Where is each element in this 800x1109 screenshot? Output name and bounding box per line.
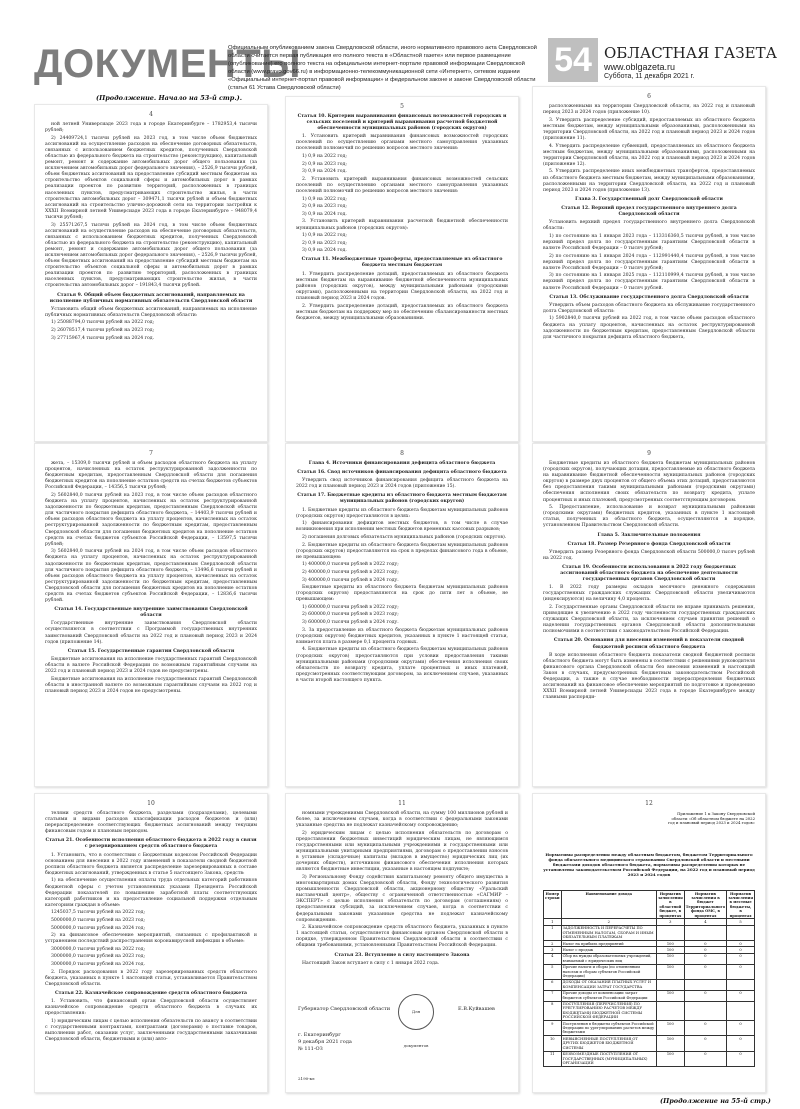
- article-heading: Статья 23. Вступление в силу настоящего Закона: [334, 952, 470, 958]
- paragraph: 3) 0,9 на 2024 год.: [302, 169, 347, 175]
- paragraph: 2) 0,9 на 2023 год;: [302, 204, 347, 210]
- table-cell: 100: [656, 947, 684, 953]
- newspaper-name: ОБЛАСТНАЯ ГАЗЕТА: [604, 44, 777, 62]
- table-cell: 0: [727, 1036, 755, 1051]
- table-cell: НЕВЫЯСНЕННЫЕ ПОСТУПЛЕНИЯ ОТ ДРУГИХ БЮДЖЕТОВ БЮДЖЕТНОЙ СИСТЕМЫ: [561, 1036, 656, 1051]
- paragraph: 2) 24409724,1 тысячи рублей на 2023 год, в том числе объем бюджетных ассигнований на осуществление расходов на обеспечение договорных обязательств, связанных с использованием бюджетных кредитов, полученных Свердловской областью из федерального бюджета на строительство (реконструкцию), капитальный ремонт, ремонт и содержание автомобильных дорог общего пользования (за исключением автомобильных дорог федерального значения), – 2526,9 тысячи рублей, объем бюджетных ассигнований на предоставление субсидий местным бюджетам на строительство объектов социальной сферы и автомобильных дорог в рамках реализации проектов по развитию территорий, расположенных в границах населенных пунктов, предусматривающих строительство жилья, в части строительства автомобильных дорог – 309471,1 тысячи рублей и объем бюджетных ассигнований на строительство улично-дорожной сети на территории застройки к XXXII Всемирной летней Универсиаде 2023 года в городе Екатеринбурге – 948079,4 тысячи рублей;: [45, 135, 257, 220]
- table-cell: 3: [544, 947, 562, 953]
- table-cell: [684, 1001, 726, 1021]
- table-cell: 9: [544, 1021, 562, 1036]
- paragraph: 2) по состоянию на 1 января 2024 года – 112991440,4 тысячи рублей, в том числе верхний предел долга по государственным гарантиям Свердловской области в валюте Российской Федерации – 0 тысяч рублей;: [543, 253, 755, 271]
- paragraph: 3) Региональному Фонду содействия капитальному ремонту общего имущества в многоквартирных домах Свердловской области, Фонду технологического развития промышленности Свердловской области, акционерному обществу «Уральский выставочный центр», обществу с ограниченной ответственностью «САГМИР – ЭКСПЕРТ» с целью исполнения обязательств по договорам (соглашениям) о предоставлении субсидий, за исключением случаев, когда в соответствии с федеральными законами указанные средства не подлежат казначейскому сопровождению.: [296, 874, 508, 923]
- table-row: [544, 925, 755, 940]
- page-body: [533, 461, 765, 701]
- table-cell: 11: [544, 1051, 562, 1066]
- paragraph: 1. Установить, что финансовый орган Свердловской области осуществляет казначейское сопровождение средств областного бюджета в случаях их предоставления:: [45, 999, 257, 1017]
- article-heading: Статья 12. Верхний предел государственного внутреннего долга Свердловской области: [561, 205, 737, 217]
- governor-title: Губернатор Свердловской области: [298, 1006, 391, 1012]
- paragraph: 2) юридическим лицам с целью исполнения обязательств по договорам о предоставлении бюджетных инвестиций юридическим лицам, не являющимся государственными или муниципальными учреждениями и государственными или муниципальными унитарными предприятиями, договорам о предоставлении взносов в уставные (складочные) капиталы (вкладов в имущество) юридических лиц (их дочерних обществ), источником финансового обеспечения исполнения которых являются бюджетные инвестиции, указанные в настоящем подпункте;: [296, 830, 508, 873]
- paragraph: 3) 0,9 на 2024 год.: [302, 211, 347, 217]
- article-heading: Статья 18. Размер Резервного фонда Свердловской области: [567, 541, 731, 547]
- table-cell: [727, 1001, 755, 1021]
- paragraph: 3. Утвердить распределение субсидий, предоставляемых из областного бюджета местным бюджетам, между муниципальными образованиями, расположенными на территории Свердловской области, на 2022 год и плановый период 2023 и 2024 годов (приложение 11).: [543, 117, 755, 141]
- table-cell: [727, 925, 755, 940]
- article-heading: Статья 14. Государственные внутренние заимствования Свердловской области: [54, 607, 248, 619]
- page-panel-7: [34, 443, 268, 787]
- seal-stamp: Для документов: [398, 994, 434, 1030]
- table-cell: [684, 979, 726, 990]
- article-heading: Статья 20. Основания для внесения изменений в показатели сводной бюджетной росписи областного бюджета: [553, 638, 745, 650]
- table-cell: 100: [656, 964, 684, 979]
- appendix-title: Нормативы распределения между областным бюджетом, бюджетом Территориального фонда обязательного медицинского страхования Свердловской области и местными бюджетами доходов областного бюджета, нормативы распределения которых не установлены законодательством Российской Федерации, на 2022 год и плановый период 2023 и 2024 годов: [543, 852, 755, 877]
- table-cell: 100: [656, 1051, 684, 1066]
- article-heading: Глава 3. Государственный долг Свердловской области: [575, 196, 723, 202]
- paragraph: Бюджетные ассигнования на исполнение государственных гарантий Свердловской области в валюте Российской Федерации по возможным гарантийным случаям на 2022 год и плановый период 2023 и 2024 годов не предусмотрены.: [45, 656, 257, 674]
- page-panel-12: [532, 793, 766, 1093]
- paragraph: 3000000,0 тысячи рублей на 2024 год.: [51, 962, 145, 968]
- article-heading: Статья 11. Межбюджетные трансферты, предоставляемые из областного бюджета местным бюджетам: [301, 257, 503, 269]
- paragraph: Бюджетные кредиты из областного бюджета бюджетам муниципальных районов (городских округов), получающих дотации, предоставляемые из областного бюджета на выравнивание бюджетной обеспеченности муниципальных районов (городских округов) в размере двух процентов от общего объема этих дотаций, предоставляются без предоставления такими муниципальными районами (городскими округами) обеспечения исполнения своих обязательств по возврату кредита, уплате процентных и иных платежей, предусмотренных соответствующим договором.: [543, 461, 755, 503]
- paragraph: 2) 26078517,4 тысячи рублей на 2023 год;: [51, 328, 155, 333]
- table-cell: Прочие налоги и сборы (по отмененным налогам и сборам субъектов Российской Федерации): [561, 964, 656, 979]
- article-heading: Статья 21. Особенности исполнения областного бюджета в 2022 году в связи с резервированием средств областного бюджета: [45, 838, 257, 850]
- table-cell: 5: [544, 964, 562, 979]
- paragraph: 2) на финансовое обеспечение мероприятий, связанных с профилактикой и устранением последствий распространения коронавирусной инфекции в объеме:: [45, 933, 257, 945]
- paragraph: 3) по состоянию на 1 января 2025 года – 112110999,4 тысячи рублей, в том числе верхний предел долга по государственным гарантиям Свердловской области в валюте Российской Федерации – 0 тысяч рублей.: [543, 273, 755, 291]
- page-panel-6: [532, 86, 766, 442]
- governor-name: Е.В.Куйвашев: [458, 1006, 495, 1012]
- table-cell: [656, 979, 684, 990]
- table-cell: 0: [684, 947, 726, 953]
- paragraph: Установить общий объем бюджетных ассигнований, направляемых на исполнение публичных нормативных обязательств Свердловской области:: [45, 306, 257, 318]
- table-row: [544, 1021, 755, 1036]
- table-cell: ЗАДОЛЖЕННОСТЬ И ПЕРЕРАСЧЕТЫ ПО ОТМЕНЕННЫМ НАЛОГАМ, СБОРАМ И ИНЫМ ОБЯЗАТЕЛЬНЫМ ПЛАТЕЖАМ: [561, 925, 656, 940]
- publication-note: Официальным опубликованием закона Свердловской области, иного нормативного правового акта Свердловской области считается первая публикация его полного текста в «Областной газете» или первое размещение (опубликование) его полного текста на официальном интернет-портале правовой информации Свердловской области (www.pravo.gov66.ru) в информационно-телекоммуникационной сети «Интернет», сетевом издании «Официальный интернет-портал правовой информации» и федеральном законе и законе Свердловской области (статья 61 Устава Свердловской области): [228, 45, 537, 91]
- paragraph: 2. Порядок расходования в 2022 году зарезервированных средств областного бюджета, указанных в пункте 1 настоящей статьи, устанавливается Правительством Свердловской области.: [45, 969, 257, 987]
- section-title: ДОКУМЕНТЫ: [34, 42, 301, 86]
- page-number: 10: [147, 800, 155, 807]
- paragraph: Бюджетные ассигнования на исполнение государственных гарантий Свердловской области в иностранной валюте по возможным гарантийным случаям на 2022 год и плановый период 2023 и 2024 годов не предусмотрены.: [45, 676, 257, 694]
- article-heading: Статья 9. Общий объем бюджетных ассигнований, направляемых на исполнение публичных нормативных обязательств Свердловской области: [49, 292, 253, 304]
- article-heading: Статья 22. Казначейское сопровождение средств областного бюджета: [54, 990, 248, 996]
- paragraph: Настоящий Закон вступает в силу с 1 января 2022 года.: [302, 960, 440, 966]
- paragraph: 5000000,0 тысячи рублей на 2024 год;: [51, 925, 146, 931]
- law-number: № 111-ОЗ: [298, 1046, 323, 1052]
- masthead: [0, 0, 800, 90]
- page-panel-10: [34, 793, 268, 1093]
- page-number: 4: [149, 111, 153, 118]
- paragraph: 1) 25088794,0 тысячи рублей на 2022 год;: [51, 320, 155, 326]
- paragraph: 1. В 2022 году размеры окладов месячного денежного содержания государственных гражданских служащих Свердловской области увеличиваются (индексируются) на величину 4,0 процента.: [543, 585, 755, 603]
- table-cell: 7: [544, 990, 562, 1001]
- page-body: [533, 104, 765, 341]
- table-cell: 100: [656, 941, 684, 947]
- paragraph: 1. Установить критерий выравнивания финансовых возможностей городских поселений по осуществлению органами местного самоуправления указанных поселений полномочий по решению вопросов местного значения:: [296, 134, 508, 152]
- page-panel-9: [532, 443, 766, 787]
- paragraph: 2) 0,9 на 2023 год;: [302, 161, 347, 167]
- table-row: [544, 1051, 755, 1066]
- table-cell: Прочие доходы от компенсации затрат бюджетов субъектов Российской Федерации: [561, 990, 656, 1001]
- table-cell: 100: [656, 990, 684, 1001]
- paragraph: 1. Бюджетные кредиты из областного бюджета бюджетам муниципальных районов (городских округов) предоставляются в целях:: [296, 507, 508, 519]
- table-cell: 0: [727, 941, 755, 947]
- table-cell: 0: [684, 1021, 726, 1036]
- table-header-row: [544, 891, 755, 919]
- page-body: [35, 122, 267, 342]
- continued-from-note: (Продолжение. Начало на 53-й стр.).: [96, 94, 242, 102]
- page-body: [35, 461, 267, 695]
- paragraph: 3) 400000,0 тысячи рублей в 2024 году.: [302, 577, 399, 583]
- table-cell: 0: [684, 1051, 726, 1066]
- paragraph: 3) 600000,0 тысячи рублей в 2024 году.: [302, 620, 399, 626]
- table-cell: Поступления в бюджеты субъектов Российской Федерации по урегулированию расчетов между бюджетами: [561, 1021, 656, 1036]
- col-number: 5: [727, 919, 755, 925]
- table-cell: 0: [684, 964, 726, 979]
- paragraph: 1) на обеспечение осуществления оплаты труда отдельных категорий работников бюджетной сферы с учетом установленных указами Президента Российской Федерации показателей по повышению заработной платы соответствующих категорий работников и на предоставление социальной поддержки отдельным категориям граждан в объеме:: [45, 878, 257, 908]
- paragraph: 5000000,0 тысячи рублей на 2023 год;: [51, 918, 146, 923]
- table-cell: ДОХОДЫ ОТ ОКАЗАНИЯ ПЛАТНЫХ УСЛУГ И КОМПЕНСАЦИИ ЗАТРАТ ГОСУДАРСТВА: [561, 979, 656, 990]
- paragraph: 1) финансирования дефицитов местных бюджетов, в том числе в случае возникновения при исполнении местных бюджетов временных кассовых разрывов;: [296, 521, 508, 533]
- col-header: Норматив зачисления в бюджет Территориального фонда ОМС, в процентах: [685, 891, 726, 918]
- paragraph: 2) 600000,0 тысячи рублей в 2023 году;: [302, 612, 399, 618]
- paragraph: жета, – 15309,0 тысячи рублей и объем расходов областного бюджета на уплату процентов, начисленных на остаток реструктурированной задолженности по бюджетным кредитам, предоставленным Свердловской области для погашения бюджетных кредитов на пополнение остатков средств на счетах бюджетов субъектов Российской Федерации, – 14356,5 тысячи рублей;: [45, 461, 257, 491]
- col-header: Норматив зачисления в областной бюджет, в процентах: [657, 891, 683, 918]
- paragraph: 2. Утвердить распределение дотаций, предоставляемых из областного бюджета местным бюджетам на поддержку мер по обеспечению сбалансированности местных бюджетов, между муниципальными образованиями.: [296, 303, 508, 321]
- table-cell: 0: [727, 990, 755, 1001]
- table-cell: 0: [684, 1036, 726, 1051]
- table-cell: 4: [544, 953, 562, 964]
- paragraph: 1. Установить, что в соответствии с Бюджетным кодексом Российской Федерации основанием для внесения в 2022 году изменений в показатели сводной бюджетной росписи областного бюджета является распределение зарезервированных в составе бюджетных ассигнований, утвержденных в статье 5 настоящего Закона, средств:: [45, 852, 257, 876]
- table-cell: 0: [684, 990, 726, 1001]
- table-row: [544, 953, 755, 964]
- table-cell: 0: [684, 953, 726, 964]
- table-cell: 0: [727, 953, 755, 964]
- article-heading: Статья 19. Особенности использования в 2022 году бюджетных ассигнований областного бюджета на обеспечение деятельности государственных органов Свердловской области: [560, 564, 738, 583]
- table-cell: 0: [684, 941, 726, 947]
- col-number: 1: [544, 919, 562, 925]
- paragraph: 2) 0,9 на 2023 год;: [302, 240, 347, 246]
- paragraph: Государственные внутренние заимствования Свердловской области осуществляются в соответствии с Программой государственных внутренних заимствований Свердловской области на 2022 год и плановый период 2023 и 2024 годов (приложение 14).: [45, 621, 257, 645]
- paragraph: 1) 0,9 на 2022 год;: [302, 233, 347, 239]
- page-number: 5: [400, 103, 404, 110]
- table-body: [544, 925, 755, 1066]
- page-panel-5: [285, 96, 519, 442]
- paragraph: 1245037,5 тысячи рублей на 2022 год;: [51, 910, 146, 916]
- paragraph: 4. Бюджетные кредиты из областного бюджета бюджетам муниципальных районов (городских округов) предоставляются при условии предоставления такими муниципальными районами (городскими округами) обеспечения исполнения своих обязательств по возврату кредита, уплате процентных и иных платежей, предусмотренных соответствующим договором, за исключением случаев, указанных в части второй настоящего пункта.: [296, 647, 508, 683]
- table-cell: 0: [727, 964, 755, 979]
- paragraph: 1) по состоянию на 1 января 2023 года – 113316360,5 тысячи рублей, в том числе верхний предел долга по государственным гарантиям Свердловской области в валюте Российской Федерации – 0 тысяч рублей;: [543, 233, 755, 251]
- paragraph: 3) 0,9 на 2024 год.: [302, 248, 347, 254]
- page-number: 7: [149, 450, 153, 457]
- page-body: [35, 811, 267, 1043]
- paragraph: ной летней Универсиаде 2023 года в городе Екатеринбурге – 1782953,4 тысячи рублей;: [45, 122, 257, 134]
- page-number: 11: [398, 800, 406, 807]
- paragraph: 1) 400000,0 тысячи рублей в 2022 году;: [302, 562, 399, 568]
- table-cell: [656, 1001, 684, 1021]
- paragraph: В ходе исполнения областного бюджета показатели сводной бюджетной росписи областного бюджета могут быть изменены в соответствии с решениями руководителя финансового органа Свердловской области без внесения изменений в настоящий Закон в случаях, предусмотренных бюджетным законодательством Российской Федерации, а также в случае необходимости перераспределения бюджетных ассигнований на финансовое обеспечение мероприятий по подготовке и проведению XXXII Всемирной летней Универсиады 2023 года в городе Екатеринбурге между главными распоряди-: [543, 652, 755, 701]
- col-header: Наименование дохода: [561, 891, 656, 919]
- article-heading: Глава 4. Источники финансирования дефицита областного бюджета: [308, 461, 496, 466]
- table-cell: 2: [544, 941, 562, 947]
- paragraph: 2) 5602840,0 тысячи рублей на 2023 год, в том числе объем расходов областного бюджета на уплату процентов, начисленных на остаток реструктурированной задолженности по бюджетным кредитам, предоставленным Свердловской области для частичного покрытия дефицита областного бюджета, – 14403,9 тысячи рублей и объем расходов областного бюджета на уплату процентов, начисленных на остаток реструктурированной задолженности по бюджетным кредитам, предоставленным Свердловской области для погашения бюджетных кредитов на пополнение остатков средств на счетах бюджетов субъектов Российской Федерации, – 13597,5 тысячи рублей;: [45, 492, 257, 547]
- page-number-badge: 54: [548, 38, 598, 82]
- paragraph: Утвердить размер Резервного фонда Свердловской области 500000,0 тысяч рублей на 2022 год.: [543, 549, 755, 561]
- page-number: 12: [645, 800, 653, 807]
- paragraph: телями средств областного бюджета, разделами (подразделами), целевыми статьями и видами расходов классификации расходов бюджетов и (или) перераспределение соответствующих бюджетных ассигнований между текущим финансовым годом и плановым периодом.: [45, 811, 257, 835]
- article-heading: Статья 10. Критерии выравнивания финансовых возможностей городских и сельских поселений и критерий выравнивания расчетной бюджетной обеспеченности муниципальных районов (городских округов): [297, 114, 507, 132]
- paragraph: 1) юридическим лицам с целью исполнения обязательств по авансу в соответствии с государственными контрактами, контрактами (договорами) о поставке товаров, выполнении работ, оказании услуг, заключенными государственными заказчиками Свердловской области, бюджетными и (или) авто-: [45, 1018, 257, 1043]
- paragraph: 1) 0,9 на 2022 год;: [302, 154, 347, 160]
- page-number: 6: [647, 93, 651, 100]
- paragraph: 2) погашения долговых обязательств муниципальных районов (городских округов).: [302, 534, 507, 540]
- table-cell: БЕЗВОЗМЕЗДНЫЕ ПОСТУПЛЕНИЯ ОТ ГОСУДАРСТВЕННЫХ (МУНИЦИПАЛЬНЫХ) ОРГАНИЗАЦИЙ: [561, 1051, 656, 1066]
- table-cell: Сбор на нужды образовательных учреждений, взимаемый с юридических лиц: [561, 953, 656, 964]
- paragraph: 3. За предоставление из областного бюджета бюджетам муниципальных районов (городских округов) бюджетных кредитов, указанных в пункте 1 настоящей статьи, взимается плата в размере 0,1 процента годовых.: [296, 627, 508, 645]
- table-cell: 6: [544, 979, 562, 990]
- paragraph: 3) 5602840,0 тысячи рублей на 2024 год, в том числе объем расходов областного бюджета на уплату процентов, начисленных на остаток реструктурированной задолженности по бюджетным кредитам, предоставленным Свердловской области для частичного покрытия дефицита областного бюджета, – 13496,6 тысячи рублей и объем расходов областного бюджета на уплату процентов, начисленных на остаток реструктурированной задолженности по бюджетным кредитам, предоставленным Свердловской области для погашения бюджетных кредитов на пополнение остатков средств на счетах бюджетов субъектов Российской Федерации, – 12836,6 тысячи рублей.: [45, 549, 257, 604]
- article-heading: Статья 13. Обслуживание государственного долга Свердловской области: [549, 294, 749, 300]
- appendix-label: Приложение 1 к Закону Свердловской области «Об областном бюджете на 2022 год и плановый период 2023 и 2024 годов»: [668, 811, 755, 826]
- page-body: [286, 811, 518, 967]
- table-cell: 100: [656, 953, 684, 964]
- article-heading: Глава 5. Заключительные положения: [597, 532, 701, 538]
- table-cell: 0: [727, 947, 755, 953]
- paragraph: 1. Утвердить распределение дотаций, предоставляемых из областного бюджета местным бюджетам на выравнивание бюджетной обеспеченности муниципальных районов (городских округов), между муниципальными районами (городскими округами), расположенными на территории Свердловской области, на 2022 год и плановый период 2023 и 2024 годов.: [296, 271, 508, 301]
- table-row: [544, 979, 755, 990]
- article-heading: Статья 15. Государственные гарантии Свердловской области: [67, 648, 235, 654]
- table-row: [544, 1036, 755, 1051]
- paragraph: Установить верхний предел государственного внутреннего долга Свердловской области:: [543, 220, 755, 232]
- table-cell: 100: [656, 1036, 684, 1051]
- paragraph: номными учреждениями Свердловской области, на сумму 100 миллионов рублей и более, за исключением случаев, когда в соответствии с федеральными законами указанные средства не подлежат казначейскому сопровождению;: [296, 811, 508, 829]
- table-cell: 0: [727, 1051, 755, 1066]
- table-cell: 8: [544, 1001, 562, 1021]
- table-cell: [656, 925, 684, 940]
- paragraph: 3) 27715967,4 тысячи рублей на 2024 год.: [51, 335, 155, 341]
- paragraph: Бюджетные кредиты из областного бюджета бюджетам муниципальных районов (городских округов) предоставляются на срок до пяти лет в объеме, не превышающем:: [296, 585, 508, 603]
- col-number: 4: [684, 919, 726, 925]
- page-panel-4: [34, 104, 268, 442]
- paragraph: Утвердить объем расходов областного бюджета на обслуживание государственного долга Свердловской области:: [543, 302, 755, 314]
- article-heading: Статья 16. Свод источников финансирования дефицита областного бюджета: [297, 470, 507, 476]
- table-row: [544, 1001, 755, 1021]
- website-link[interactable]: www.oblgazeta.ru: [604, 62, 676, 72]
- paragraph: 3. Установить критерий выравнивания расчетной бюджетной обеспеченности муниципальных районов (городских округов):: [296, 219, 508, 231]
- table-cell: Налог с продаж: [561, 947, 656, 953]
- table-cell: 100: [656, 1021, 684, 1036]
- table-cell: 1: [544, 925, 562, 940]
- table-cell: [684, 925, 726, 940]
- paragraph: 2. Установить критерий выравнивания финансовых возможностей сельских поселений по осуществлению органами местного самоуправления указанных поселений полномочий по решению вопросов местного значения:: [296, 176, 508, 195]
- table-cell: Налог на прибыль предприятий: [561, 941, 656, 947]
- sign-date: 9 декабря 2021 года: [298, 1039, 352, 1045]
- paragraph: расположенными на территории Свердловской области, на 2022 год и плановый период 2023 и 2024 годов (приложение 10).: [543, 104, 755, 116]
- paragraph: 1) 5902840,0 тысячи рублей на 2022 год, в том числе объем расходов областного бюджета на уплату процентов, начисленных на остаток реструктурированной задолженности по бюджетным кредитам, предоставленным Свердловской области для частичного покрытия дефицита областного бюджета,: [543, 316, 755, 340]
- paragraph: 2. Бюджетные кредиты из областного бюджета бюджетам муниципальных районов (городских округов) предоставляются на срок в пределах финансового года в объеме, не превышающем:: [296, 542, 508, 560]
- page-number: 8: [400, 450, 404, 457]
- sign-place: г. Екатеринбург: [298, 1032, 341, 1038]
- table-cell: 10: [544, 1036, 562, 1051]
- page-body: [286, 461, 518, 684]
- paragraph: 1) 600000,0 тысячи рублей в 2022 году;: [302, 604, 399, 610]
- table-cell: 0: [727, 1021, 755, 1036]
- col-number: 2: [561, 919, 656, 925]
- paragraph: 3000000,0 тысячи рублей на 2023 год;: [51, 954, 146, 960]
- page-body: [286, 114, 518, 322]
- table-row: [544, 990, 755, 1001]
- page-number: 9: [647, 450, 651, 457]
- paragraph: Утвердить свод источников финансирования дефицита областного бюджета на 2022 год и плановый период 2023 и 2024 годов (приложение 15).: [296, 478, 508, 490]
- doc-code: 2190-кл: [298, 1076, 315, 1081]
- table-cell: ПОСТУПЛЕНИЯ (ПЕРЕЧИСЛЕНИЯ) ПО УРЕГУЛИРОВАНИЮ РАСЧЕТОВ МЕЖДУ БЮДЖЕТАМИ БЮДЖЕТНОЙ СИСТЕМЫ РОССИЙСКОЙ ФЕДЕРАЦИИ: [561, 1001, 656, 1021]
- col-header: Номер строки: [544, 891, 562, 919]
- paragraph: 1) 0,9 на 2022 год;: [302, 196, 347, 202]
- paragraph: 2. Государственные органы Свердловской области не вправе принимать решения, приводящие к увеличению в 2022 году численности государственных гражданских служащих Свердловской области, за исключением случаев принятия решений о наделении государственных органов Свердловской области дополнительными полномочиями в соответствии с законодательством Российской Федерации.: [543, 604, 755, 635]
- issue-date: Суббота, 11 декабря 2021 г.: [604, 73, 695, 80]
- article-heading: Статья 17. Бюджетные кредиты из областного бюджета местным бюджетам муниципальных районов (городских округов): [297, 493, 507, 505]
- col-header: Норматив зачисления в местные бюджеты, в процентах: [728, 891, 754, 918]
- col-number: 3: [656, 919, 684, 925]
- paragraph: 2. Казначейское сопровождение средств областного бюджета, указанных в пункте 1 настоящей статьи, осуществляется финансовым органом Свердловской области в порядке, утвержденном Правительством Свердловской области в соответствии с общими требованиями, установленными Правительством Российской Федерации.: [296, 925, 508, 949]
- appendix-table: [543, 890, 755, 1067]
- page-panel-11: [285, 793, 519, 1093]
- paragraph: 2) 400000,0 тысячи рублей в 2023 году;: [302, 569, 399, 575]
- paragraph: 3000000,0 тысячи рублей на 2022 год;: [51, 946, 146, 952]
- paragraph: 3) 25571267,5 тысячи рублей на 2024 год, в том числе объем бюджетных ассигнований на осуществление расходов на обеспечение договорных обязательств, связанных с использованием бюджетных кредитов, полученных Свердловской областью из федерального бюджета на строительство (реконструкцию), капитальный ремонт, ремонт и содержание автомобильных дорог общего пользования (за исключением автомобильных дорог федерального значения), – 2526,9 тысячи рублей, объем бюджетных ассигнований на предоставление субсидий местным бюджетам на строительство объектов социальной сферы и автомобильных дорог в рамках реализации проектов по развитию территорий, расположенных в границах населенных пунктов, предусматривающих строительство жилья, в части строительства автомобильных дорог – 191843,4 тысячи рублей.: [45, 222, 257, 289]
- continued-to-note: (Продолжение на 55-й стр.): [660, 1097, 771, 1105]
- page-panel-8: [285, 443, 519, 787]
- paragraph: 5. Предоставление, использование и возврат муниципальными районами (городскими округами) бюджетных кредитов, указанных в пункте 1 настоящей статьи, полученных из областного бюджета, осуществляются в порядке, установленном Правительством Свердловской области.: [543, 505, 755, 529]
- table-cell: [727, 979, 755, 990]
- paragraph: 5. Утвердить распределение иных межбюджетных трансфертов, предоставляемых из областного бюджета местным бюджетам, между муниципальными образованиями, расположенными на территории Свердловской области, на 2022 год и плановый период 2023 и 2024 годов (приложение 13).: [543, 169, 755, 193]
- table-row: [544, 964, 755, 979]
- paragraph: 4. Утвердить распределение субвенций, предоставляемых из областного бюджета местным бюджетам, между муниципальными образованиями, расположенными на территории Свердловской области, на 2022 год и плановый период 2023 и 2024 годов (приложение 12).: [543, 143, 755, 167]
